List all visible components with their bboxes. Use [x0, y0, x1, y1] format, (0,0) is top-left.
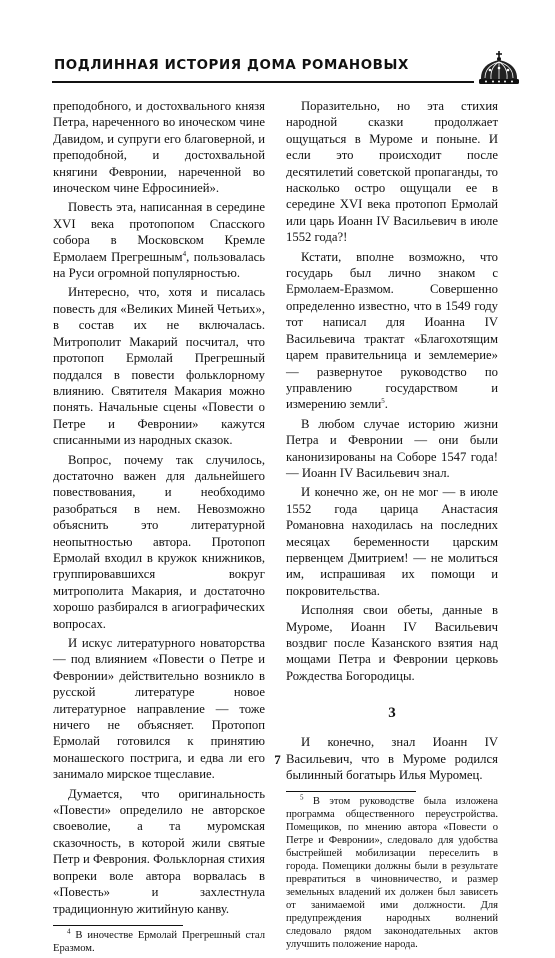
paragraph: Вопрос, почему так случилось, достаточно важен для дальнейшего повествования, и необходимо разобраться в нем. Невозможно объяснить это литературной неопытностью автора. Протопоп Ермолай входил в кружок книжников, группировавшихся вокруг митрополита Макария, и достаточно хорошо разбирался в агиографических вопросах. [53, 452, 265, 631]
paragraph: Повесть эта, написанная в середине XVI века протопопом Спасского собора в Московском Кремле Ермолаем Прегрешным$^4$, пользовалась на Руси огромной популярностью. [53, 200, 265, 281]
paragraph: Исполняя свои обеты, данные в Муроме, Иоанн IV Васильевич воздвиг после Казанского взятия над мощами Петра и Февронии церковь Рождества Богородицы. [286, 603, 498, 683]
paragraph: Поразительно, но эта стихия народной сказки продолжает ощущаться в Муроме и поныне. И если это происходит после десятилетий советской пропаганды, то насколько остро ощущали ее в середине XVI века протопоп Ермолай или царь Иоанн IV Васильевич в июле 1552 года?! [286, 99, 498, 245]
footnote-rule [286, 791, 416, 792]
paragraph: Думается, что оригинальность «Повести» определило не авторское своеволие, а та муромская сказочность, в которой жили святые Петр и Феврония. Фольклорная стихия вопреки воле автора ворвалась в «Повесть» и захлестнула традиционную житийную канву. [53, 786, 265, 916]
page-number: 7 [274, 752, 281, 767]
paragraph: И конечно, знал Иоанн IV Васильевич, что в Муроме родился былинный богатырь Илья Муромец. [286, 735, 498, 783]
paragraph: И искус литературного новаторства — под влиянием «Повести о Петре и Февронии» действительно возникло в русской литературе новое литературное направление — тоже ничего не объясняет. Протопоп Ермолай готовился к принятию монашеского пострига, и едва ли его занимало мирское тщеславие. [53, 636, 265, 782]
running-header [52, 50, 522, 86]
paragraph: преподобного, и достохвального князя Петра, нареченного во иноческом чине Давидом, и супруги его благоверной, и преподобной, и достохвальной княгини Февронии, нареченной во иноческом чине Ефросинией». [53, 99, 265, 196]
paragraph: Кстати, вполне возможно, что государь был лично знаком с Ермолаем-Еразмом. Совершенно определенно известно, что в 1549 году тот написал для Иоанна IV Васильевича трактат «Благохотящим царем правительница и землемерие» — развернутое руководство по управлению государством и измерению земли$^5$. [286, 249, 498, 412]
section-number: 3 [388, 705, 396, 722]
header-rule [52, 81, 474, 83]
footnote-ref[interactable]: 5 [381, 397, 385, 406]
paragraph: И конечно же, он не мог — в июле 1552 года царица Анастасия Романовна находилась на последних месяцах беременности царским первенцем Дмитрием! — не молиться им, испрашивая их помощи и покровительства. [286, 485, 498, 598]
left-column [53, 98, 265, 958]
footnote: $^5$ В этом руководстве была изложена программа общественного переустройства. Помещиков, по мнению автора «Повести о Петре и Февронии», следовало для удобства быстрейшей мобилизации переселить в города. Помещики должны были в результате превратиться в чиновничество, и размер земельных владений их должен был зависеть от занимаемой ими должности. Для предупреждения народных волнений следовало рядом законодательных актов улучшить положение народа. [286, 793, 498, 951]
footnote: $^4$ В иночестве Ермолай Прегрешный стал Еразмом. [53, 927, 265, 954]
paragraph: В любом случае историю жизни Петра и Февронии — они были канонизированы на Соборе 1547 года! — Иоанн IV Васильевич знал. [286, 416, 498, 480]
crown-icon [476, 50, 522, 86]
paragraph: Интересно, что, хотя и писалась повесть для «Великих Миней Четьих», в состав их не включалась. Митрополит Макарий посчитал, что протопоп Ермолай Прегрешный поддался в повести фольклорному влиянию. Святителя Макария можно понять. Начальные сцены «Повести о Петре и Февронии» кажутся списанными из народных сказок. [53, 285, 265, 448]
right-column [286, 98, 498, 954]
footnote-ref[interactable]: 4 [182, 249, 187, 258]
running-title: ПОДЛИННАЯ ИСТОРИЯ ДОМА РОМАНОВЫХ [54, 58, 409, 73]
footnote-rule [53, 925, 183, 926]
